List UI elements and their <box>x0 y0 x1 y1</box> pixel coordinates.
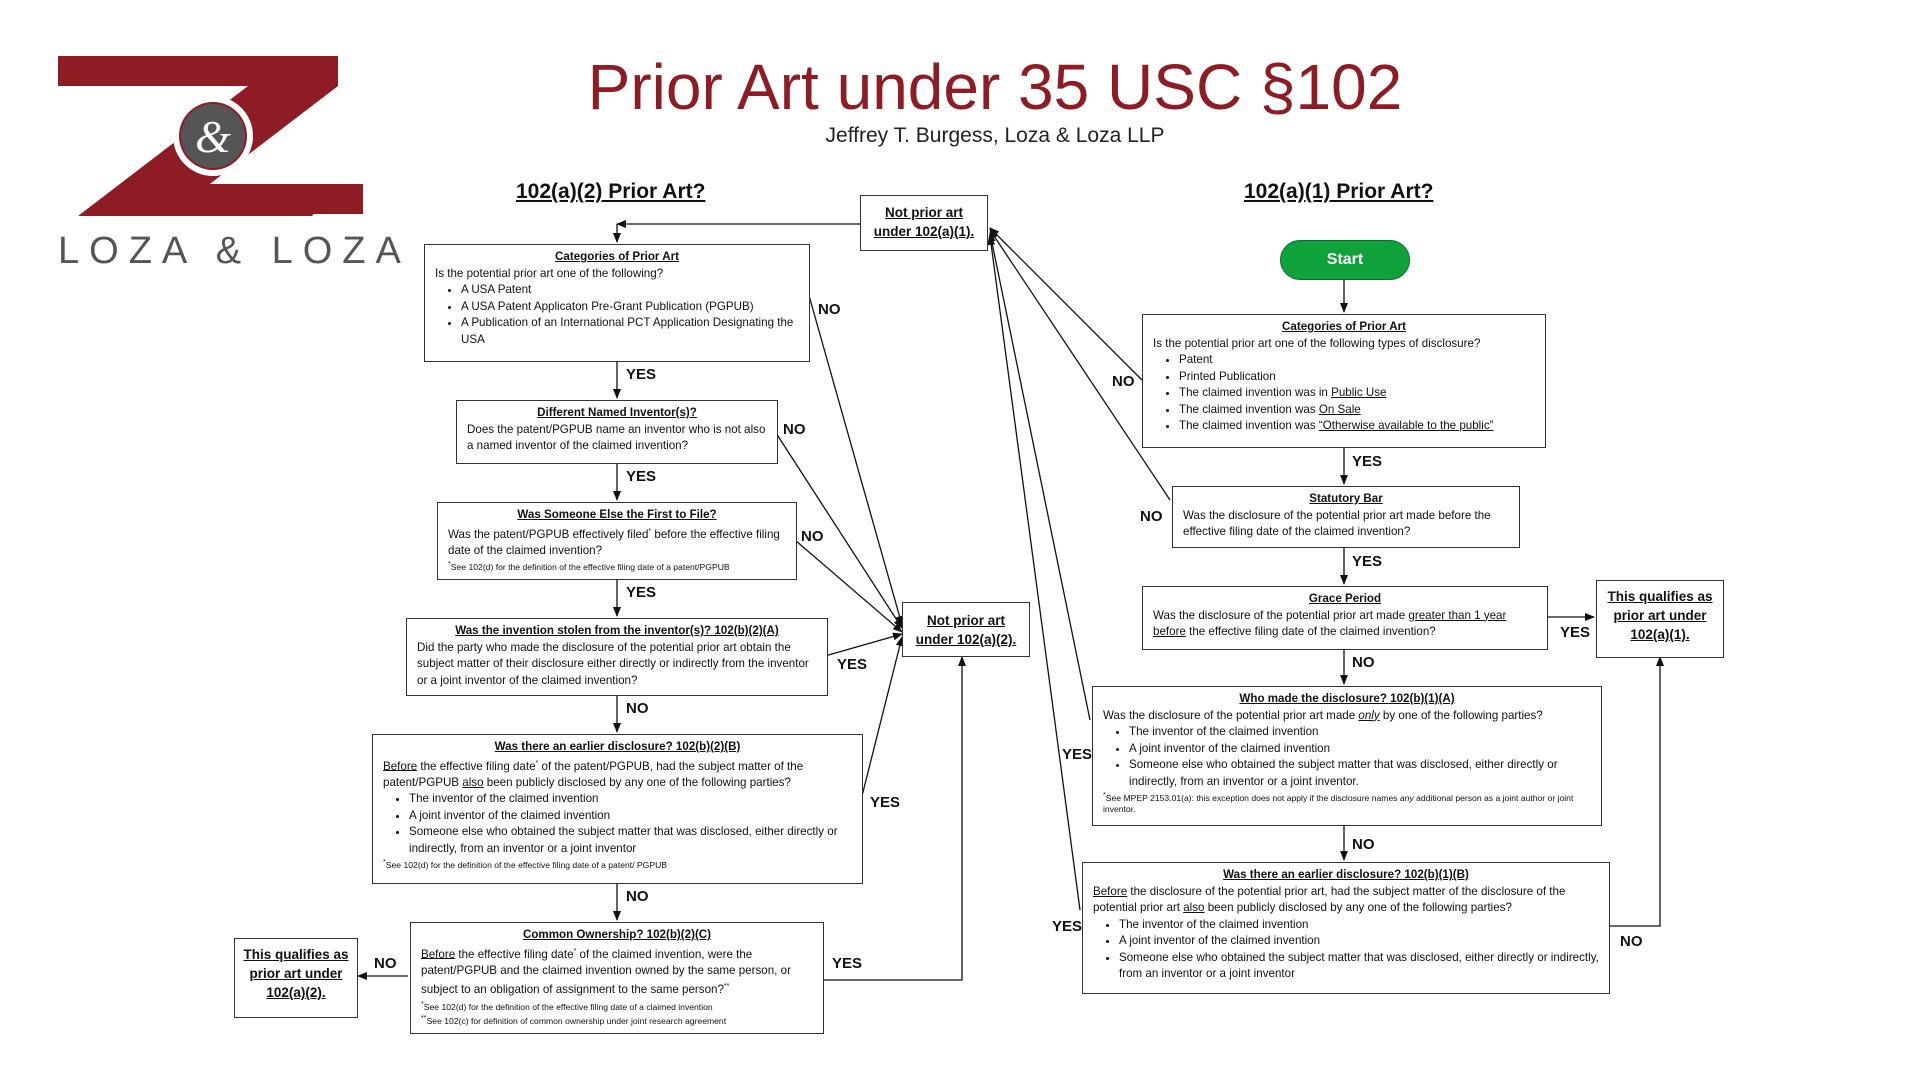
q-part: the disclosure of the potential prior art, had the subject matter of the disclosure of the potential prior art <box>1093 884 1566 914</box>
qualifies-line: 102(a)(2). <box>266 985 326 1000</box>
list-item: • A joint inventor of the claimed invention <box>1119 933 1599 950</box>
loza-logo-icon <box>58 56 363 221</box>
box-title: Was there an earlier disclosure? 102(b)(1)(B) <box>1223 868 1469 881</box>
label-no: NO <box>1620 933 1643 950</box>
box-question: Was the patent/PGPUB effectively filed* before the effective filing date of the claimed invention? <box>448 527 780 557</box>
not-prior-line: under 102(a)(1). <box>873 224 975 239</box>
right-earlier-box <box>1082 862 1610 994</box>
footnote-text: See MPEP 2153.01(a): this exception does not apply if the disclosure names <box>1105 792 1400 803</box>
box-question: Did the party who made the disclosure of the potential prior art obtain the subject matter of their disclosure either directly or indirectly from the inventor or a joint inventor of the claimed invention? <box>417 640 809 687</box>
not-prior-art-a2-box <box>902 602 1030 657</box>
qualifies-line: This qualifies as <box>1607 589 1713 604</box>
q-part: been publicly disclosed by any one of the following parties? <box>1204 901 1512 914</box>
box-footnote: **See 102(c) for definition of common ownership under joint research agreement <box>421 1013 727 1026</box>
right-categories-box <box>1142 314 1546 448</box>
label-no: NO <box>626 700 649 717</box>
box-question: Is the potential prior art one of the following? <box>435 266 664 280</box>
left-first-to-file-box <box>437 502 797 580</box>
box-footnote: *See MPEP 2153.01(a): this exception does not apply if the disclosure names any additional person as a joint author or joint inventor. <box>1103 791 1574 814</box>
label-yes: YES <box>1352 553 1383 570</box>
q-part: Was the disclosure of the potential prior art made <box>1103 708 1359 722</box>
qualifies-line: 102(a)(1). <box>1630 627 1690 642</box>
q-part: been publicly disclosed by any one of the following parties? <box>483 775 791 789</box>
footnote-text: any <box>1399 792 1414 803</box>
left-stolen-box <box>406 618 828 696</box>
qualifies-line: prior art under <box>249 966 343 981</box>
logo-wordmark: LOZA & LOZA <box>58 230 411 272</box>
item-text: “Otherwise available to the public” <box>1318 419 1494 432</box>
right-qualifies-box <box>1596 580 1724 658</box>
right-who-box <box>1092 686 1602 826</box>
page-title: Prior Art under 35 USC §102 <box>587 51 1403 123</box>
q-part: the effective filing date <box>417 759 536 773</box>
list-item: • Patent <box>1179 352 1535 369</box>
box-question <box>1103 708 1591 725</box>
box-list <box>435 282 799 348</box>
label-yes: YES <box>870 794 901 811</box>
label-no: NO <box>374 955 397 972</box>
q-part: Before <box>421 947 456 961</box>
label-yes: YES <box>832 955 863 972</box>
label-no: NO <box>1112 373 1135 390</box>
q-part: by one of the following parties? <box>1379 708 1543 722</box>
box-title: Statutory Bar <box>1309 492 1383 505</box>
box-question <box>1153 608 1537 641</box>
footnote-text: See 102(d) for the definition of the effective filing date of a claimed invention <box>423 1001 713 1012</box>
q-part: the effective filing date <box>455 947 574 961</box>
box-question: Before the effective filing date* of the claimed invention, were the patent/PGPUB and the claimed invention owned by the same person, or subject to an obligation of assignment to the same person?** <box>421 947 791 997</box>
item-text: On Sale <box>1318 402 1361 416</box>
list-item: • A Publication of an International PCT Application Designating the USA <box>461 315 799 348</box>
list-item: • Someone else who obtained the subject matter that was disclosed, either directly or indirectly, from an inventor or a joint inventor <box>1119 950 1599 983</box>
label-yes: YES <box>626 584 657 601</box>
box-footnote: *See 102(d) for the definition of the effective filing date of a claimed invention <box>421 999 713 1012</box>
left-common-box <box>410 922 824 1034</box>
not-prior-line: Not prior art <box>926 613 1005 628</box>
left-heading: 102(a)(2) Prior Art? <box>516 180 706 203</box>
item-text: The claimed invention was in <box>1179 386 1332 399</box>
q-part: of the claimed invention, were the patent/PGPUB and the claimed invention owned by the same person, or subject to an obligation of assignment to the same person? <box>421 947 791 997</box>
q-part: also <box>1183 901 1205 914</box>
page-subtitle: Jeffrey T. Burgess, Loza & Loza LLP <box>825 124 1165 147</box>
list-item: • Someone else who obtained the subject matter that was disclosed, either directly or indirectly, from an inventor or a joint inventor. <box>1129 757 1591 790</box>
left-qualifies-box <box>234 938 358 1018</box>
label-yes: YES <box>1560 624 1591 641</box>
box-footnote: *See 102(d) for the definition of the effective filing date of a patent/PGPUB <box>448 560 730 573</box>
list-item <box>1179 385 1535 402</box>
label-no: NO <box>1352 654 1375 671</box>
item-text: The claimed invention was <box>1179 419 1319 432</box>
list-item: • The inventor of the claimed invention <box>1119 917 1599 934</box>
label-no: NO <box>783 421 806 438</box>
label-no: NO <box>1352 836 1375 853</box>
footnote-text: See 102(d) for the definition of the effective filing date of a patent/PGPUB <box>450 562 730 573</box>
label-no: NO <box>801 528 824 545</box>
list-item <box>1179 418 1535 435</box>
q-part: Was the patent/PGPUB effectively filed <box>448 527 649 541</box>
box-footnote: *See 102(d) for the definition of the effective filing date of a patent/ PGPUB <box>383 858 668 871</box>
q-part: Before <box>383 759 418 773</box>
right-statutory-bar-box <box>1172 486 1520 548</box>
label-yes: YES <box>837 656 868 673</box>
list-item: • A USA Patent Applicaton Pre-Grant Publication (PGPUB) <box>461 299 799 316</box>
list-item: • Someone else who obtained the subject matter that was disclosed, either directly or indirectly, from an inventor or a joint inventor <box>409 824 852 857</box>
qualifies-line: This qualifies as <box>243 947 349 962</box>
box-question: Is the potential prior art one of the following types of disclosure? <box>1153 336 1481 350</box>
not-prior-art-a1-box <box>860 195 988 251</box>
box-title: Was there an earlier disclosure? 102(b)(2)(B) <box>494 740 741 753</box>
q-part: before the effective filing date of the claimed invention? <box>448 527 780 557</box>
label-yes: YES <box>1062 746 1093 763</box>
footnote-text: See 102(d) for the definition of the effective filing date of a patent/ PGPUB <box>385 860 668 871</box>
box-question: Does the patent/PGPUB name an inventor who is not also a named inventor of the claimed invention? <box>467 422 766 452</box>
box-list <box>1103 724 1591 790</box>
list-item <box>1179 402 1535 419</box>
label-yes: YES <box>1352 453 1383 470</box>
item-text: Public Use <box>1331 386 1387 399</box>
box-title: Who made the disclosure? 102(b)(1)(A) <box>1239 692 1455 705</box>
box-question: Before the effective filing date* of the patent/PGPUB, had the subject matter of the patent/PGPUB also been publicly disclosed by any one of the following parties? <box>383 759 804 789</box>
list-item: • A joint inventor of the claimed invention <box>1129 741 1591 758</box>
box-title: Was Someone Else the First to File? <box>517 508 717 521</box>
label-yes: YES <box>1052 918 1083 935</box>
right-grace-period-box <box>1142 586 1548 650</box>
label-yes: YES <box>626 366 657 383</box>
right-heading: 102(a)(1) Prior Art? <box>1244 180 1434 203</box>
q-part: greater than 1 year before <box>1153 608 1507 638</box>
box-list <box>383 791 852 857</box>
box-question <box>1093 884 1599 917</box>
q-part: of the patent/PGPUB, had the subject matter of the patent/PGPUB <box>383 759 804 789</box>
box-title: Was the invention stolen from the inventor(s)? 102(b)(2)(A) <box>455 624 779 637</box>
qualifies-line: prior art under <box>1613 608 1707 623</box>
svg-text:&: & <box>195 111 231 162</box>
label-no: NO <box>1140 508 1163 525</box>
q-part: Was the disclosure of the potential prior art made <box>1153 608 1409 622</box>
box-title: Different Named Inventor(s)? <box>537 406 697 419</box>
list-item: • Printed Publication <box>1179 369 1535 386</box>
label-no: NO <box>626 888 649 905</box>
list-item: • A USA Patent <box>461 282 799 299</box>
list-item: • The inventor of the claimed invention <box>1129 724 1591 741</box>
list-item: • The inventor of the claimed invention <box>409 791 852 808</box>
item-text: The claimed invention was <box>1179 402 1319 416</box>
q-part: only <box>1358 708 1380 722</box>
start-node: Start <box>1280 240 1410 280</box>
list-item: • A joint inventor of the claimed invention <box>409 808 852 825</box>
box-question: Was the disclosure of the potential prior art made before the effective filing date of the claimed invention? <box>1183 508 1491 538</box>
left-categories-box <box>424 244 810 362</box>
box-list <box>1093 917 1599 983</box>
q-part: Before <box>1093 884 1128 898</box>
footnote-text: additional person as a joint author or joint inventor. <box>1103 792 1574 814</box>
box-title: Categories of Prior Art <box>1282 320 1406 333</box>
box-title: Categories of Prior Art <box>555 250 679 263</box>
box-title: Grace Period <box>1308 592 1382 605</box>
not-prior-line: under 102(a)(2). <box>915 632 1017 647</box>
not-prior-line: Not prior art <box>884 205 963 220</box>
box-list <box>1153 352 1535 435</box>
label-no: NO <box>818 301 841 318</box>
box-title: Common Ownership? 102(b)(2)(C) <box>522 928 712 941</box>
left-inventor-box <box>456 400 778 464</box>
q-part: also <box>462 775 484 789</box>
footnote-text: See 102(c) for definition of common ownership under joint research agreement <box>426 1015 727 1026</box>
q-part: the effective filing date of the claimed invention? <box>1185 625 1436 638</box>
left-earlier-box <box>372 734 863 884</box>
label-yes: YES <box>626 468 657 485</box>
